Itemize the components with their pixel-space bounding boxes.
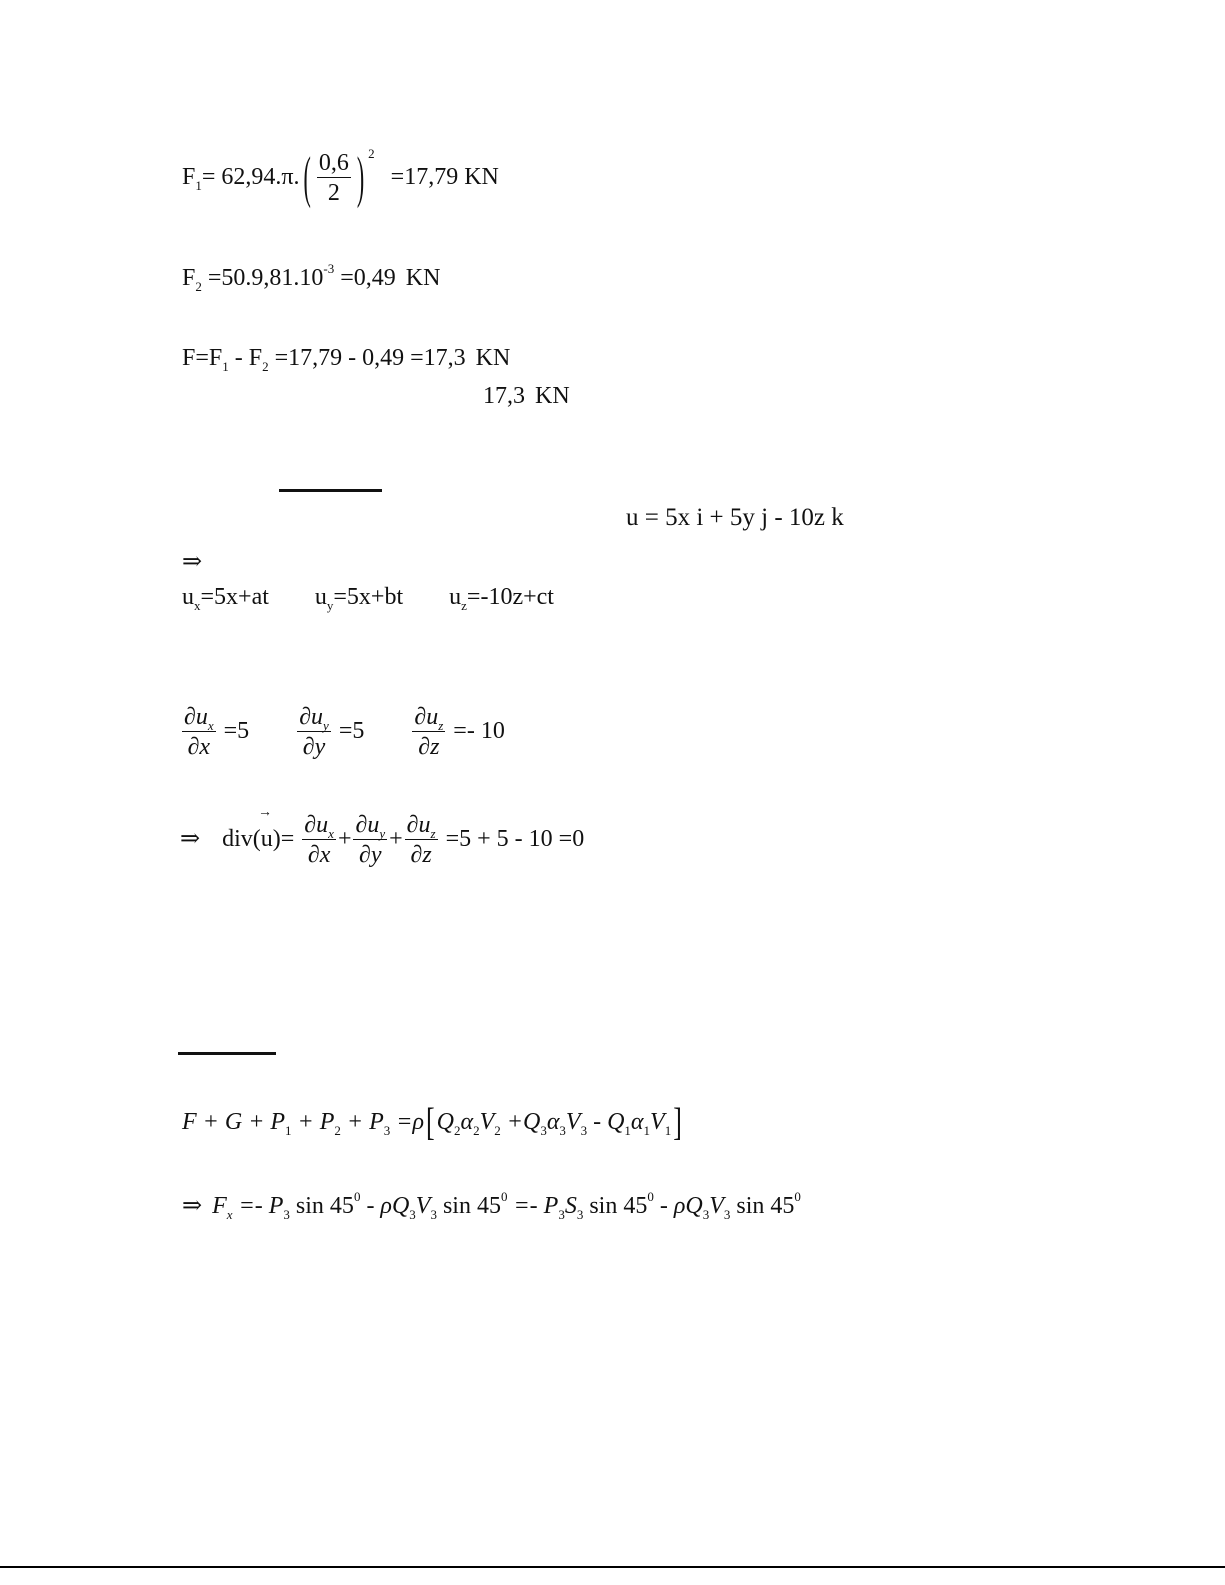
component-ux: $u_x=5x+at$ — [182, 584, 269, 613]
component-uz: $u_z=-10z+ct$ — [449, 584, 554, 613]
section-underline-2 — [178, 1052, 276, 1055]
page-bottom-border — [0, 1566, 1225, 1568]
momentum-equation: $F + G + P_1 + P_2 + P_3 =\rho[Q_2\alpha_2V_2 +Q_3\alpha_3V_3 - Q_1\alpha_1V_1]$ — [182, 1100, 682, 1145]
vector-arrow: → — [258, 805, 272, 820]
component-uy: $u_y=5x+bt$ — [314, 584, 404, 613]
velocity-field: u = 5x i + 5y j - 10z k — [626, 504, 844, 531]
force-x-equation: ⇒ $F_x =- P_3$ $\sin 45^0 - \rho Q_3V_3$ $\sin 45^0 =- P_3S_3$ $\sin 45^0 - \rho Q_3V_3$ $\sin 45^0$ — [182, 1189, 801, 1222]
equation-f-total: $F=F_1 - F_2 =17,79 - 0,49 =17,3$ KN — [182, 345, 511, 374]
velocity-components — [182, 584, 554, 613]
divergence-equation: ⇒ div(u)= $\frac{\partial u_x}{\partial x}$ + $\frac{\partial u_y}{\partial y}$ + $\frac{\partial u_z}{\partial z}$ =5 + 5 - 10 =0 — [180, 812, 585, 869]
equation-f2: $F_2 =50.9,81.10^{-3} =0,49$ KN — [182, 261, 441, 294]
partial-derivatives: $\frac{\partial u_x}{\partial x}$ =5 $\frac{\partial u_y}{\partial y}$ =5 $\frac{\partial u_z}{\partial z}$ =- 10 — [184, 704, 505, 761]
section-underline-1 — [279, 489, 382, 492]
implies-symbol: ⇒ — [182, 549, 203, 575]
equation-f1: $F_1= 62,94.\pi$. ( $\frac{0,6}{2}$ ) $^2$ =17,79 KN — [182, 144, 499, 210]
result-value: 17,3 KN — [483, 383, 570, 409]
